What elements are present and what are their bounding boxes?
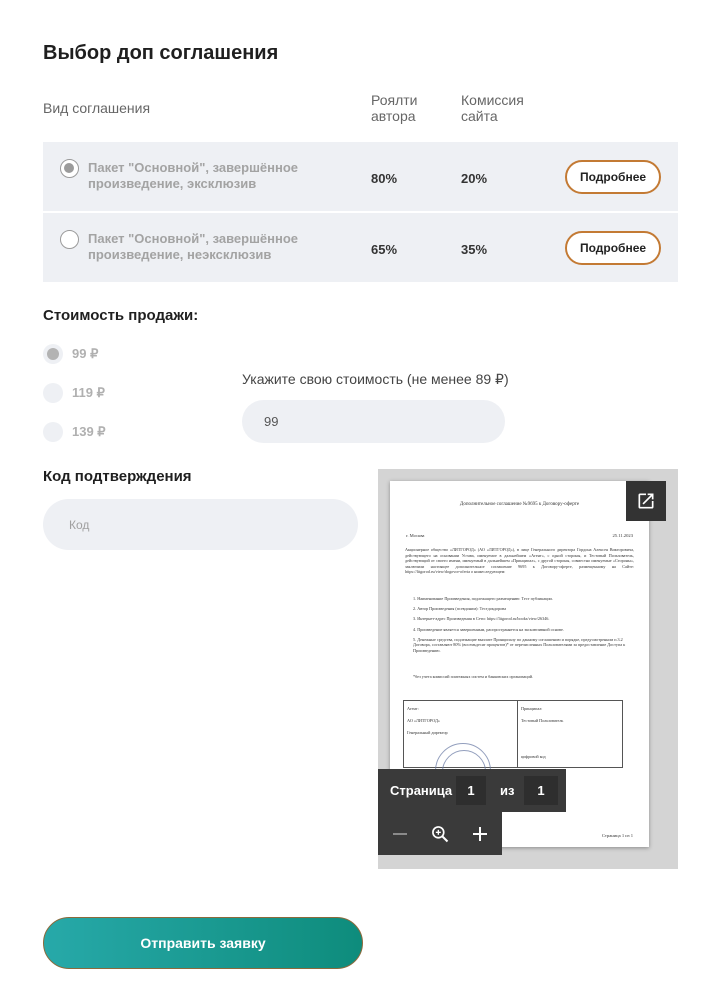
signature-table — [403, 700, 623, 768]
principal-name: Тестовый Пользователь — [521, 718, 564, 723]
of-label: из — [500, 783, 515, 798]
price-option-label: 99 ₽ — [72, 346, 99, 361]
principal-title: Принципал: — [521, 706, 543, 711]
commission-value: 20% — [461, 171, 488, 186]
document-item: 4. Произведение является завершенным, распространяется на эксклюзивной основе. — [413, 626, 564, 632]
agent-name: АО «ЛИТГОРОД» — [407, 718, 440, 723]
agreement-label: Пакет "Основной", завершённое произведение, эксклюзив — [88, 160, 299, 191]
document-item: 2. Автор Произведения (псевдоним): Тестдокдорова — [413, 606, 507, 612]
open-in-new-icon — [636, 491, 656, 511]
price-section-title: Стоимость продажи: — [43, 307, 199, 324]
document-item: 1. Наименование Произведения, подлежащего размещению: Тест публикации. — [413, 596, 553, 601]
agent-role: Генеральный директор — [407, 730, 448, 735]
royalty-value: 80% — [371, 171, 398, 186]
commission-value: 35% — [461, 242, 488, 257]
principal-code: цифровой код — [521, 754, 546, 759]
price-radio[interactable] — [43, 422, 63, 442]
zoom-out-button[interactable] — [380, 812, 420, 855]
zoom-in-button[interactable] — [460, 812, 500, 855]
document-viewer[interactable] — [378, 469, 678, 869]
price-radio[interactable] — [43, 383, 63, 403]
column-header-royalty: Роялти автора — [371, 92, 418, 124]
agent-title: Агент: — [407, 706, 419, 711]
document-item: 5. Денежные средства, подлежащие выплате Принципалу по данному соглашению и порядке, предусмотренном п.3.2 Договора, составляют 80% (восемьдесят процентов)* от перечисленных Пользователями за предоставление Доступа к Произведению. — [413, 636, 626, 653]
zoom-fit-button[interactable] — [420, 812, 460, 855]
document-note: *без учета комиссий платежных систем и банковских организаций. — [413, 674, 533, 679]
column-header-commission: Комиссия сайта — [461, 92, 524, 124]
plus-icon — [471, 825, 489, 843]
document-footer: Страница 1 из 1 — [601, 833, 633, 838]
page-label: Страница — [390, 783, 453, 798]
minus-icon — [391, 825, 409, 843]
total-pages: 1 — [524, 776, 558, 805]
document-item: 3. Интернет-адрес Произведения в Сети: https://litgorod.ru/books/view/26346. — [413, 616, 550, 622]
zoom-toolbar — [378, 812, 502, 855]
price-radio[interactable] — [43, 344, 63, 364]
document-date: 25.11.2023 — [612, 533, 633, 538]
details-button[interactable]: Подробнее — [565, 160, 661, 194]
agreement-radio-exclusive[interactable] — [60, 159, 79, 178]
document-body: Акционерное общество «ЛИТГОРОД» (АО «ЛИТГОРОД»), в лице Генерального директора Гордона Алексея Викторовича, действующего на основании Устава, именуемое в дальнейшем «Агент», с одной стороны, и Тестовый Пользователь, действующий от своего имени, именуемый в дальнейшем «Принципал», с другой стороны, совместно именуемые «Стороны», заключили настоящее дополнительное соглашение 9695 к Договору-оферте, размещенному на Сайте: https://litgorod.ru/view/dogovor-oferta о нижеследующем: — [405, 547, 634, 575]
open-in-new-button[interactable] — [626, 481, 666, 521]
price-option-99[interactable] — [43, 344, 98, 364]
document-heading: Дополнительное соглашение №9695 к Договору-оферте — [459, 502, 580, 507]
price-option-label: 139 ₽ — [72, 424, 106, 439]
price-option-label: 119 ₽ — [72, 385, 105, 400]
price-option-139[interactable] — [43, 422, 106, 442]
price-option-119[interactable] — [43, 383, 105, 403]
agreement-row-exclusive[interactable] — [43, 142, 678, 211]
page-title: Выбор доп соглашения — [43, 42, 279, 64]
agreement-radio-nonexclusive[interactable] — [60, 230, 79, 249]
document-city: г. Москва — [406, 533, 425, 538]
royalty-value: 65% — [371, 242, 398, 257]
agreement-row-nonexclusive[interactable] — [43, 213, 678, 282]
code-input[interactable] — [43, 499, 358, 550]
custom-price-label: Укажите свою стоимость (не менее 89 ₽) — [242, 371, 509, 387]
zoom-icon — [430, 824, 450, 844]
document-items — [413, 596, 634, 658]
page-navigator — [378, 769, 566, 812]
custom-price-input[interactable] — [242, 400, 505, 443]
agreement-label: Пакет "Основной", завершённое произведение, неэксклюзив — [88, 231, 299, 262]
current-page-input[interactable]: 1 — [456, 776, 486, 805]
details-button[interactable]: Подробнее — [565, 231, 661, 265]
column-header-type: Вид соглашения — [43, 100, 151, 116]
code-section-title: Код подтверждения — [43, 468, 192, 485]
submit-request-button[interactable]: Отправить заявку — [43, 917, 363, 969]
signature-divider — [517, 701, 518, 767]
